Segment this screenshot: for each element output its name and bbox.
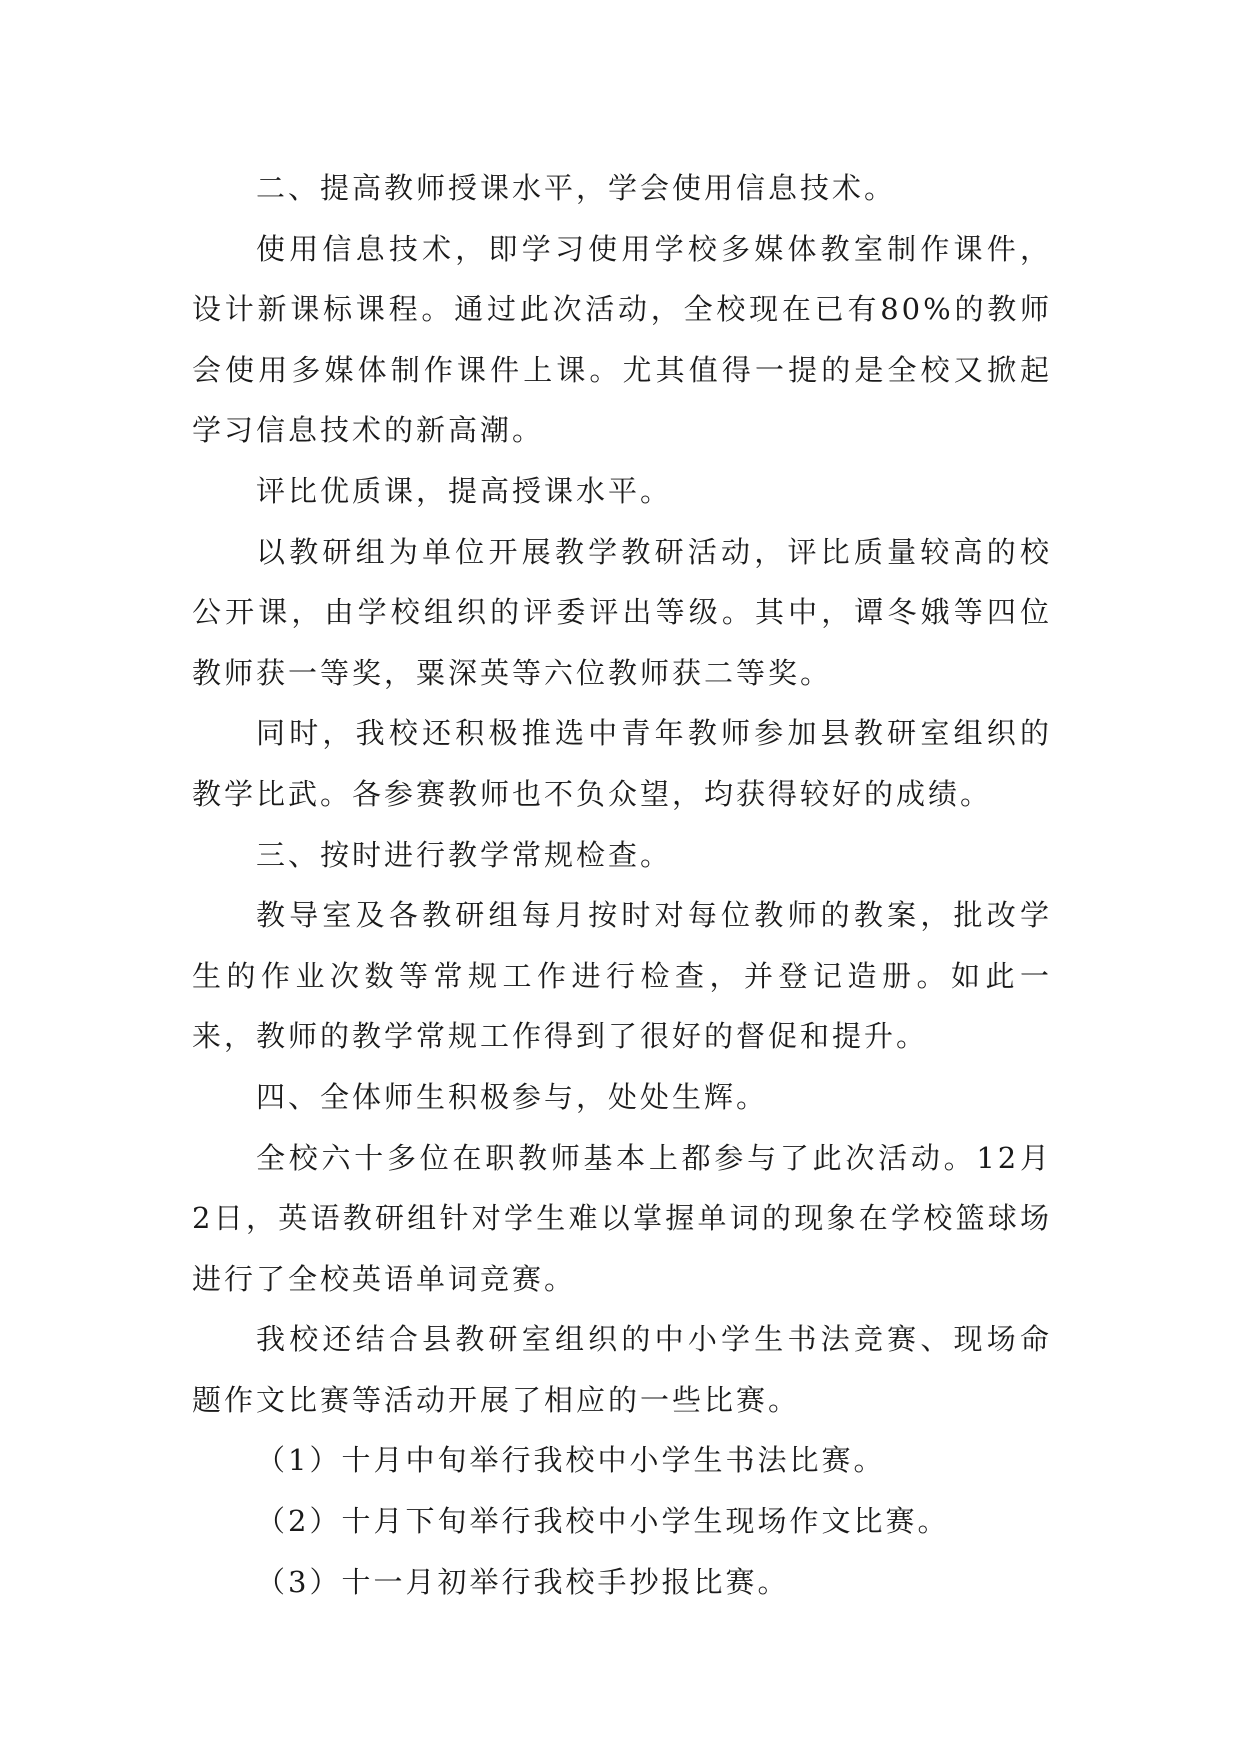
paragraph-routine-inspection: 教导室及各教研组每月按时对每位教师的教案，批改学生的作业次数等常规工作进行检查，并登记造册。如此一来，教师的教学常规工作得到了很好的督促和提升。	[192, 898, 1052, 1054]
subheading-quality-lessons: 评比优质课，提高授课水平。	[256, 473, 673, 508]
section-heading-2: 二、提高教师授课水平，学会使用信息技术。	[256, 171, 897, 205]
list-item-composition: （2）十月下旬举行我校中小学生现场作文比赛。	[256, 1504, 950, 1539]
paragraph-county-competitions: 我校还结合县教研室组织的中小学生书法竞赛、现场命题作文比赛等活动开展了相应的一些比赛。	[192, 1322, 1052, 1417]
list-item-handwritten-newspaper: （3）十一月初举行我校手抄报比赛。	[256, 1564, 790, 1599]
paragraph-it-usage: 使用信息技术，即学习使用学校多媒体教室制作课件，设计新课标课程。通过此次活动，全校现在已有80%的教师会使用多媒体制作课件上课。尤其值得一提的是全校又掀起学习信息技术的新高潮。	[192, 231, 1052, 448]
paragraph-english-contest: 全校六十多位在职教师基本上都参与了此次活动。12月2日，英语教研组针对学生难以掌握单词的现象在学校篮球场进行了全校英语单词竞赛。	[192, 1140, 1052, 1296]
paragraph-lesson-evaluation: 以教研组为单位开展教学教研活动，评比质量较高的校公开课，由学校组织的评委评出等级。其中，谭冬娥等四位教师获一等奖，粟深英等六位教师获二等奖。	[192, 534, 1052, 690]
document-body	[192, 158, 1052, 1612]
section-heading-4: 四、全体师生积极参与，处处生辉。	[256, 1079, 769, 1114]
paragraph-teaching-competition: 同时，我校还积极推选中青年教师参加县教研室组织的教学比武。各参赛教师也不负众望，均获得较好的成绩。	[192, 716, 1052, 811]
list-item-calligraphy: （1）十月中旬举行我校中小学生书法比赛。	[256, 1443, 886, 1478]
section-heading-3: 三、按时进行教学常规检查。	[256, 837, 673, 872]
